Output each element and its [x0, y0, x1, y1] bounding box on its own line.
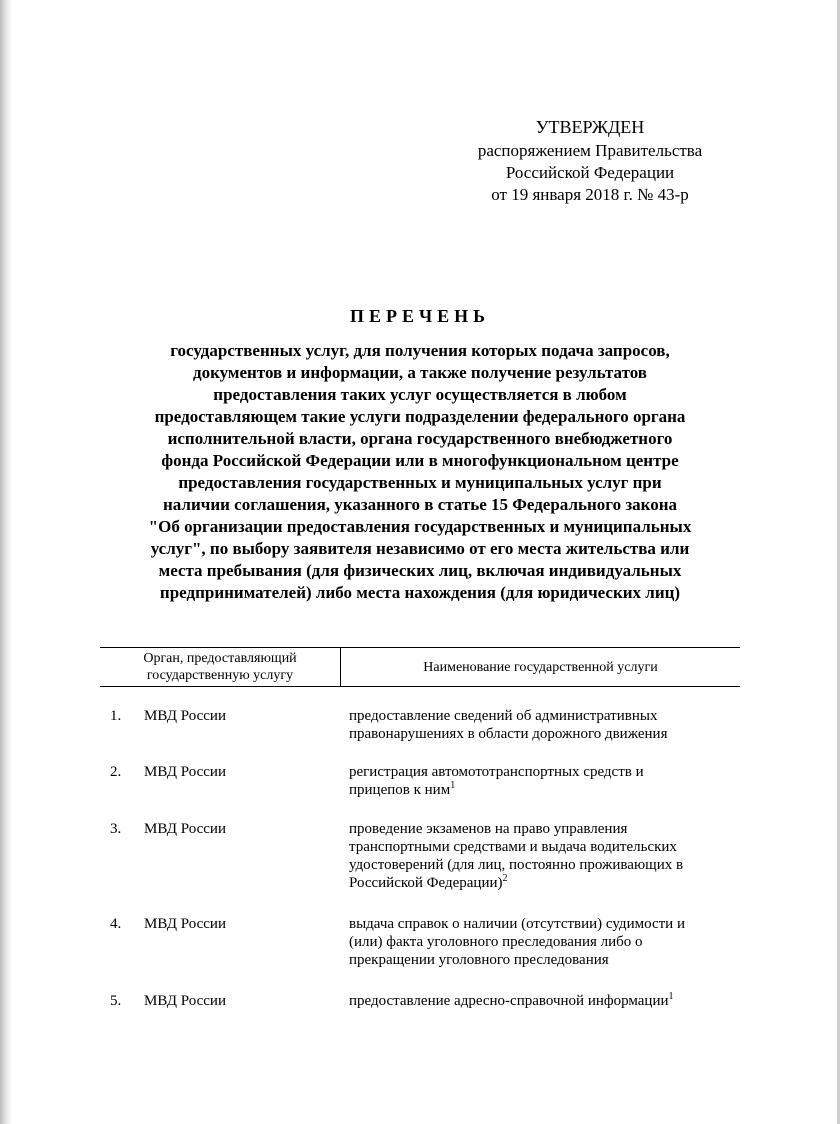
subtitle-line: предпринимателей) либо места нахождения (для юридических лиц) — [159, 583, 681, 602]
service-line: проведение экзаменов на право управления — [349, 821, 628, 837]
approval-line-2: Российской Федерации — [505, 163, 675, 182]
column-header-org: Орган, предоставляющий государственную услугу — [100, 648, 341, 686]
row-service — [349, 992, 739, 1010]
service-line: правонарушениях в области дорожного движения — [349, 726, 668, 742]
service-line: прекращении уголовного преследования — [349, 952, 609, 968]
approval-block — [420, 116, 760, 206]
subtitle-line: предоставляющем такие услуги подразделении федерального органа — [154, 407, 686, 426]
footnote-marker: 1 — [450, 780, 456, 791]
row-number: 1. — [110, 708, 122, 724]
document-title: ПЕРЕЧЕНЬ — [349, 306, 491, 326]
row-org: МВД России — [144, 993, 226, 1009]
row-service — [349, 820, 739, 892]
subtitle-line: "Об организации предоставления государственных и муниципальных — [148, 517, 692, 536]
row-number: 3. — [110, 821, 122, 837]
service-line: транспортными средствами и выдача водительских — [349, 839, 677, 855]
service-line — [349, 781, 739, 799]
row-service — [349, 707, 739, 743]
service-line-text: предоставление адресно-справочной информации — [349, 993, 669, 1009]
footnote-marker: 1 — [668, 991, 674, 1002]
row-org: МВД России — [144, 708, 226, 724]
subtitle-line: предоставления государственных и муниципальных услуг при — [178, 473, 662, 492]
approval-line-1: распоряжением Правительства — [477, 141, 703, 160]
table-header — [100, 647, 740, 687]
service-line — [349, 874, 739, 892]
column-header-service: Наименование государственной услуги — [423, 659, 658, 675]
subtitle-line: государственных услуг, для получения которых подача запросов, — [170, 341, 670, 360]
subtitle-line: исполнительной власти, органа государственного внебюджетного — [167, 429, 673, 448]
row-number: 5. — [110, 993, 122, 1009]
service-line: удостоверений (для лиц, постоянно проживающих в — [349, 857, 684, 873]
subtitle-line: предоставления таких услуг осуществляется в любом — [213, 385, 627, 404]
service-line: предоставление сведений об административных — [349, 708, 658, 724]
subtitle-line: услуг", по выбору заявителя независимо от его места жительства или — [150, 539, 690, 558]
service-line-text: прицепов к ним — [349, 782, 451, 798]
service-line: выдача справок о наличии (отсутствии) судимости и — [349, 916, 685, 932]
service-line-text: Российской Федерации) — [349, 875, 503, 891]
footnote-marker: 2 — [502, 873, 508, 884]
subtitle-line: наличии соглашения, указанного в статье 15 Федерального закона — [162, 495, 678, 514]
subtitle-line: места пребывания (для физических лиц, включая индивидуальных — [158, 561, 682, 580]
page-edge-shadow — [0, 0, 12, 1124]
subtitle-line: документов и информации, а также получение результатов — [193, 363, 647, 382]
approval-line-3: от 19 января 2018 г. № 43-р — [491, 185, 689, 204]
row-number: 4. — [110, 916, 122, 932]
row-number: 2. — [110, 764, 122, 780]
service-line: (или) факта уголовного преследования либо о — [349, 934, 643, 950]
approval-heading: УТВЕРЖДЕН — [535, 117, 645, 137]
subtitle-line: фонда Российской Федерации или в многофункциональном центре — [161, 451, 679, 470]
row-org: МВД России — [144, 764, 226, 780]
service-line — [349, 992, 739, 1010]
row-service — [349, 763, 739, 799]
row-org: МВД России — [144, 821, 226, 837]
row-service — [349, 915, 739, 969]
document-subtitle — [90, 340, 750, 604]
service-line: регистрация автомототранспортных средств и — [349, 764, 644, 780]
row-org: МВД России — [144, 916, 226, 932]
